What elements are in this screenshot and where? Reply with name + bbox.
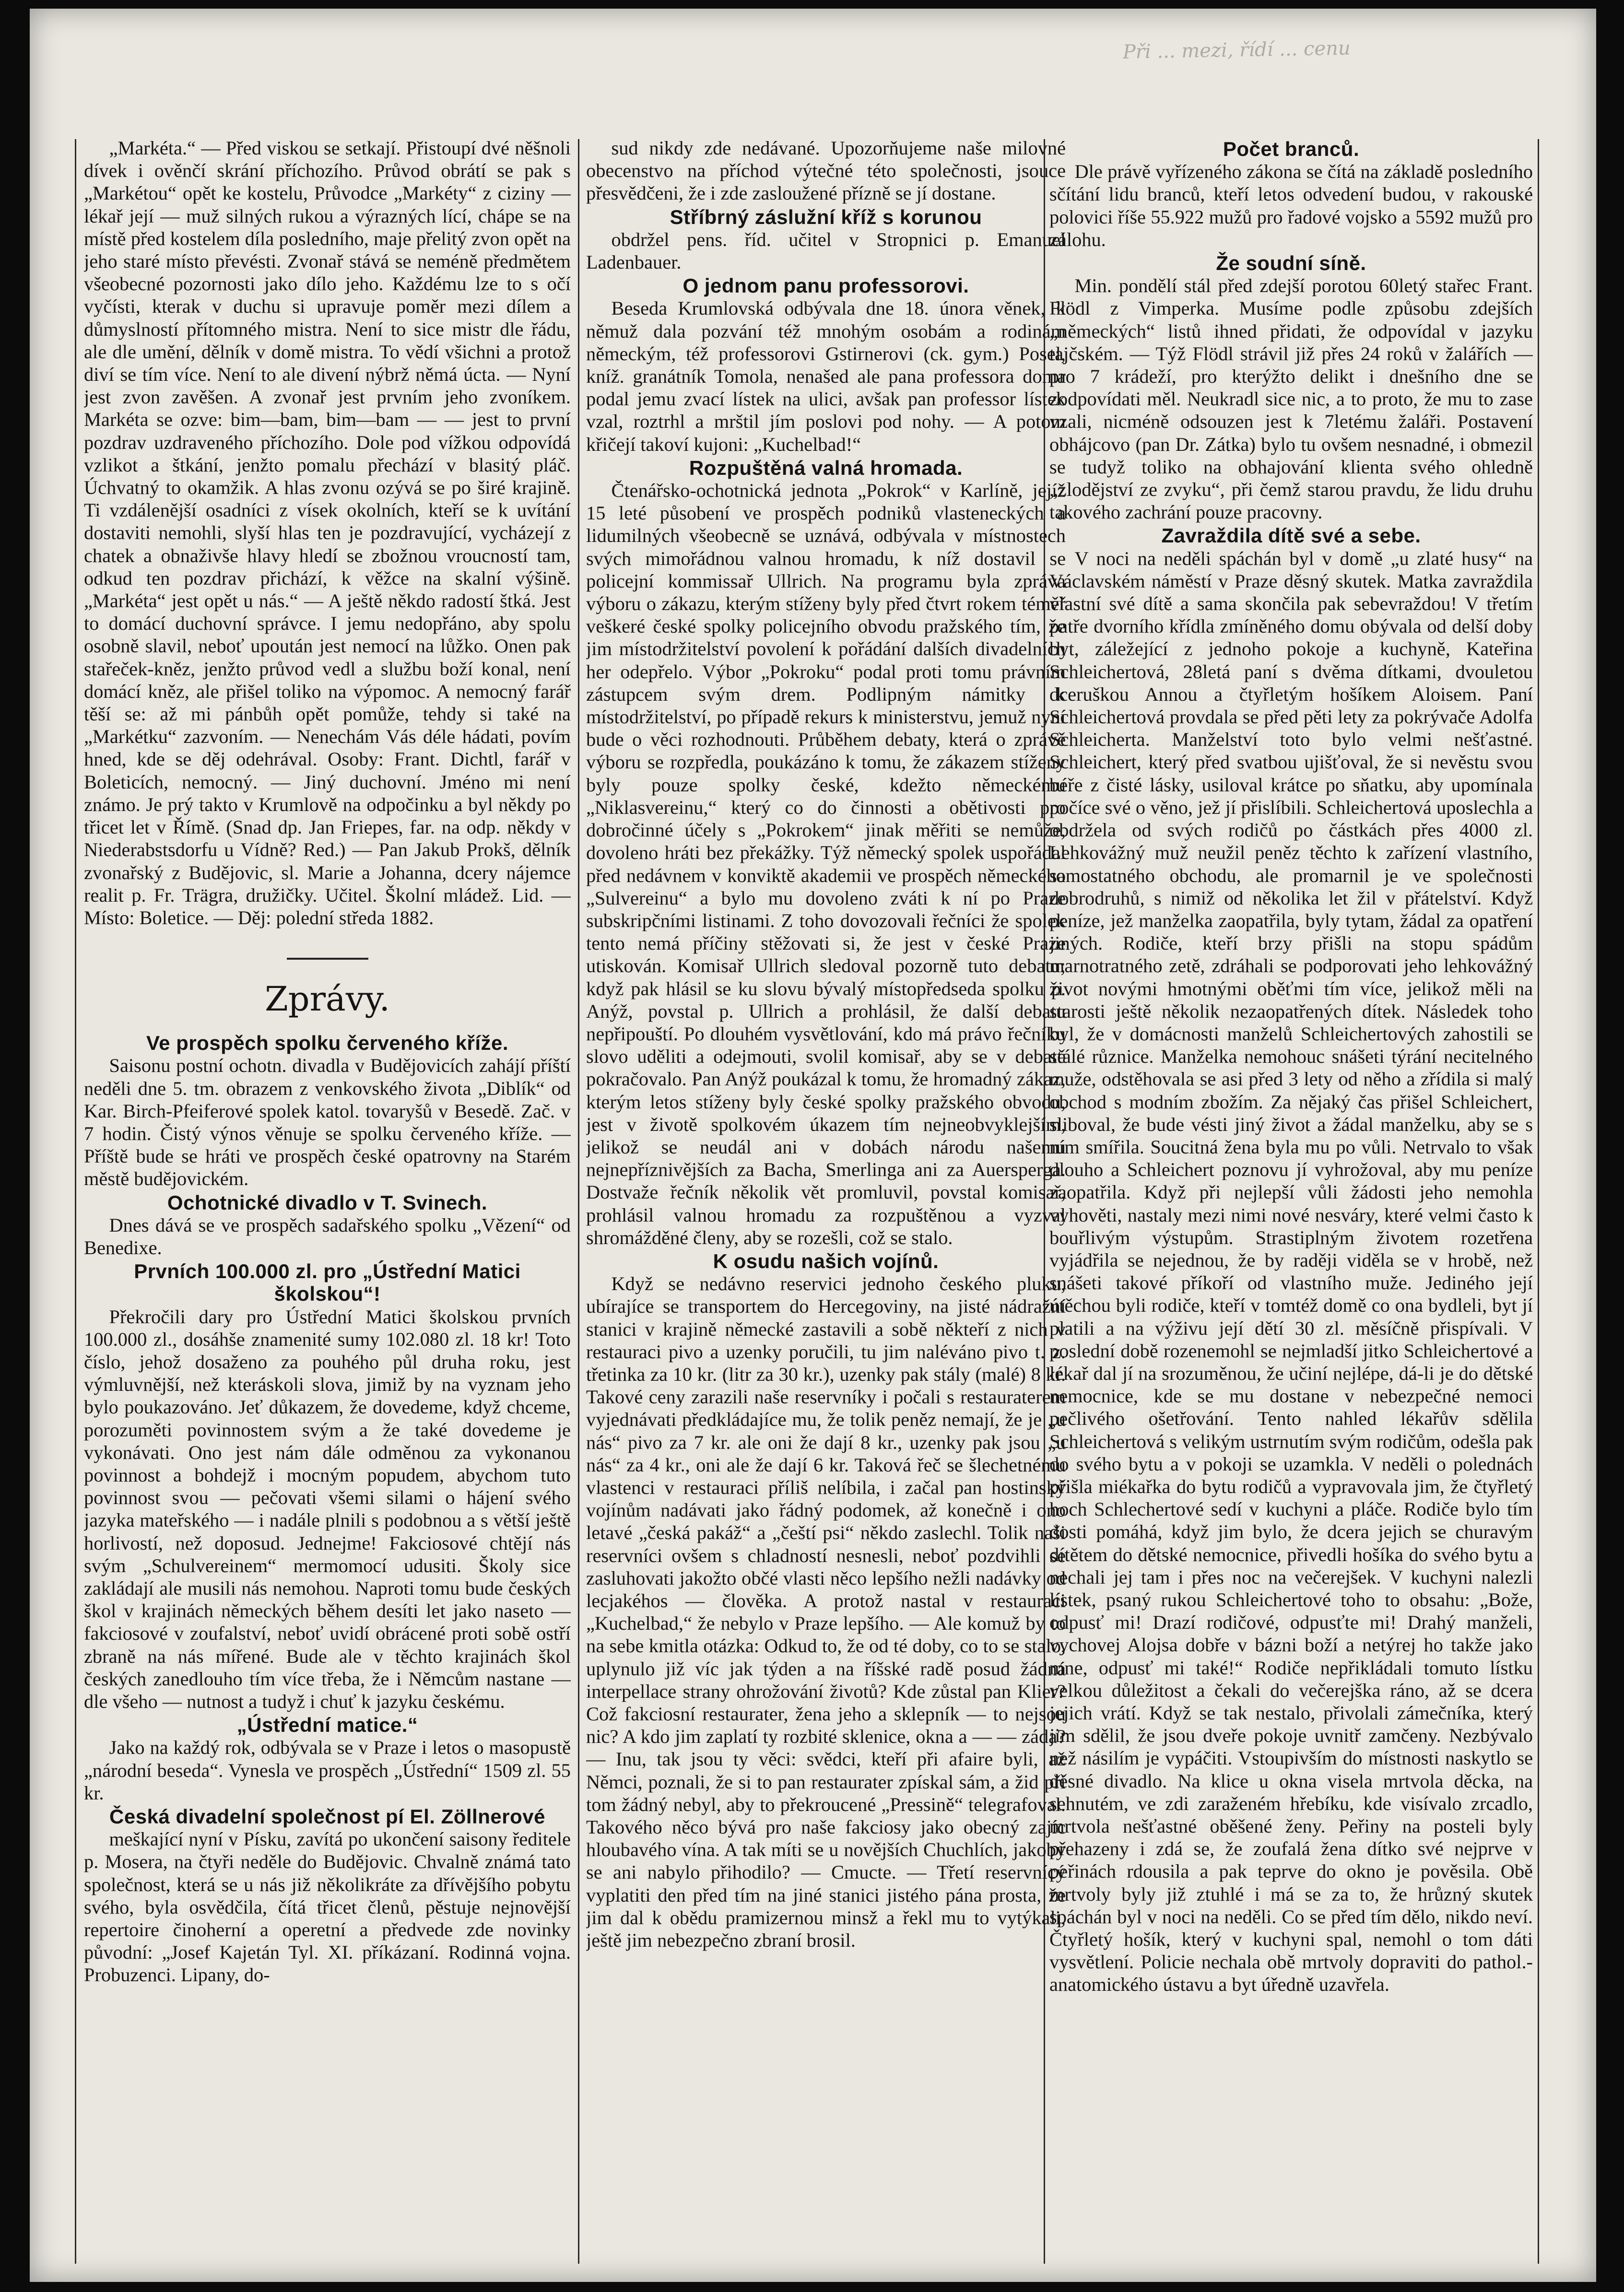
news-heading-svinech: Ochotnické divadlo v T. Svinech.	[167, 1191, 488, 1214]
section-title: Zprávy.	[265, 979, 390, 1019]
news-heading-soldiers: K osudu našich vojínů.	[713, 1249, 939, 1272]
news-silver-cross-text: obdržel pens. říd. učitel v Stropnici p. Emanuel Ladenbauer.	[586, 228, 1066, 273]
column-3	[1049, 137, 1533, 2271]
news-heading-matice-100000: Prvních 100.000 zl. pro „Ústřední Matici školskou“!	[134, 1260, 521, 1305]
news-heading-courtroom: Že soudní síně.	[1216, 252, 1366, 275]
column-rule-right	[1538, 139, 1539, 2264]
column-rule-left	[75, 139, 76, 2264]
news-murder-text: V noci na neděli spáchán byl v domě „u zlaté husy“ na Václavském náměstí v Praze děsný skutek. Matka zavraždila vlastní své dítě a sama skončila pak sebevraždou! V třetím patře dvorního křídla zmíněného domu obývala od delší doby byt, záležející z jednoho pokoje a kuchyně, Kateřina Schleichertová, 28letá paní s dvěma dítkami, dvouletou dceruškou Annou a čtyřletým hošíkem Aloisem. Paní Schleichertová provdala se před pěti lety za pokrývače Adolfa Schleicherta. Manželství toto bylo velmi nešťastné. Schleichert, který před svatbou ujišťoval, že si nevěstu svou béře z čisté lásky, usiloval krátce po sňatku, aby upomínala počíce své o věno, jež jí přislíbili. Schleichertová uposlechla a obdržela od svých rodičů po částkách přes 4000 zl. Lehkovážný muž neužil peněz těchto k zařízení vlastního, samostatného obchodu, ale promarnil je ve společnosti dobrodruhů, s nimiž od několika let žil v přátelství. Když peníze, jež manželka zaopatřila, byly tytam, žádal za opatření jiných. Rodiče, kteří brzy přišli na stopu spádům marnotratného zetě, zdráhali se podporovati jeho lehkovážný život novými hmotnými oběťmi tím více, jelikož měli na starosti ještě několik nezaopatřených dítek. Následek toho byl, že v domácnosti manželů Schleichertových zahostili se stálé různice. Manželka nemohouc snášeti týrání necitelného muže, odstěhovala se asi před 3 lety od něho a zřídila si malý obchod s modním zbožím. Za nějaký čas přišel Schleichert, sliboval, že bude vésti jiný život a žádal manželku, aby se s ním smířila. Soucitná žena byla mu po vůli. Netrvalo to však dlouho a Schleichert poznovu jí vyhrožoval, aby mu peníze zaopatřila. Když při nejlepší vůli žádosti jeho nemohla vyhověti, nastaly mezi nimi nové nesváry, které velmi často k bouřlivým výstupům. Strastiplným životem rozetřena vyjádřila se nejednou, že by raději viděla se v hrobě, než snášeti takové příkoří od vlastního muže. Jediného její útěchou byli rodiče, kteří v tomtéž domě co ona bydleli, byt jí platili a na výživu její dětí 30 zl. měsíčně přispívali. V poslední době rozenemohl se nejmladší jitko Schleichertové a lékař dal jí na srozuměnou, že učiní nejlépe, dá-li je do dětské nemocnice, kde se mu dostane v nebezpečné nemoci pečlivého ošetřování. Tento nahled lékařův sdělila Schleichertová s velikým ustrnutím svým rodičům, odešla pak do svého bytu a v pokoji se uzamkla. V neděli o polednách přišla miékařka do bytu rodičů a vypravovala jim, že čtyřletý hoch Schlechertové sedí v kuchyni a pláče. Rodiče bylo tím dosti pomáhá, když jim bylo, že dcera jejich se churavým dítětem do dětské nemocnice, přivedli hošíka do svého bytu a nechali jej tam i přes noc na večerejšek. V kuchyni nalezli lístek, psaný rukou Schleichertové toho to obsahu: „Bože, odpusť mi! Drazí rodičové, odpusťte mi! Drahý manželi, vychovej Alojsa dobře v bázni boží a netýrej ho takže jako mne, odpusť mi také!“ Rodiče nepřikládali tomuto lístku velkou důležitost a čekali do večerejška ráno, až se dcera jejich vrátí. Když se tak nestalo, přivolali zámečníka, který jim sdělil, že jsou dveře pokoje uvnitř zamčeny. Nezbývalo než násilím je vypáčiti. Vstoupivším do místnosti naskytlo se děsné divadlo. Na klice u okna visela mrtvola děcka, na sehnutém, ve zdi zaraženém hřebíku, kde visívalo zrcadlo, mrtvola nešťastné oběšené ženy. Peřiny na posteli byly přehazeny i zdá se, že zoufalá žena dítko své nejprve v peřinách rdousila a pak teprve do okno je pověsila. Obě mrtvoly byly již ztuhlé i má se za to, že hrůzný skutek spáchán byl v noci na neděli. Co se před tím dělo, nikdo neví. Čtyřletý hošík, který v kuchyni spal, nemohl o tom dáti vysvětlení. Policie nechala obě mrtvoly dopraviti do pathol.-anatomického ústavu a byt úředně uzavřela.	[1049, 547, 1533, 1996]
news-ustredni-matice-text: Jako na každý rok, odbývala se v Praze i letos o masopustě „národní beseda“. Vynesla ve prospěch „Ústřední“ 1509 zl. 55 kr.	[84, 1737, 571, 1804]
news-heading-professor: O jednom panu professorovi.	[683, 274, 969, 297]
column-2	[586, 137, 1066, 2271]
news-heading-recruits: Počet branců.	[1223, 138, 1360, 160]
news-courtroom-text: Min. pondělí stál před zdejší porotou 60letý stařec Frant. Flödl z Vimperka. Musíme podle způsobu zdejších „německých“ listů ihned přidati, že odpovídal v jazyku tajčském. — Týž Flödl strávil již přes 24 roků v žalářích — pro 7 krádeží, pro kterýžto delikt i dnešního dne se zodpovídati měl. Neukradl sice nic, a to proto, že mu to zase vzali, nicméně odsouzen jest k 7letému žaláři. Postavení obhájcovo (pan Dr. Zátka) bylo tu ovšem nesnadné, i obmezil se tudyž toliko na obhajování klienta svého ohledně „zlodějství ze zvyku“, při čemž starou pravdu, že lidu druhu takového zachrání pouze pracovny.	[1049, 275, 1533, 523]
news-recruits-text: Dle právě vyřízeného zákona se čítá na základě posledního sčítání lidu branců, kteří letos odvedení budou, v rakouské polovici říše 55.922 mužů pro řadové vojsko a 5592 mužů pro zálohu.	[1049, 161, 1533, 250]
column-rule-1	[578, 139, 579, 2264]
news-heading-silver-cross: Stříbrný záslužní kříž s korunou	[670, 205, 982, 228]
section-separator	[287, 958, 368, 960]
news-heading-dissolved-assembly: Rozpuštěná valná hromada.	[689, 456, 963, 479]
news-theatre-company-text: meškající nyní v Písku, zavítá po ukončení saisony ředitele p. Mosera, na čtyři neděle do Budějovic. Chvalně známá tato společnost, která se u nás již několikráte za dřívějšího pobytu svého, byla osvědčila, čítá třicet členů, pěstuje nejnovější repertoire činoherní a operetní a předvede zde novinky původní: „Josef Kajetán Tyl. XI. příkázaní. Rodinná vojna. Probuzenci. Lipany, do-	[84, 1828, 571, 1986]
news-red-cross-text: Saisonu postní ochotn. divadla v Budějovicích zahájí příští neděli dne 5. tm. obrazem z venkovského života „Diblík“ od Kar. Birch-Pfeiferové spolek katol. tovaryšů v Besedě. Zač. v 7 hodin. Čistý výnos věnuje se spolku červeného kříže. — Příště bude se hráti ve prospěch české opatrovny na Starém městě budějovickém.	[84, 1055, 571, 1190]
column-1	[84, 137, 571, 2271]
news-heading-murder: Zavraždila dítě své a sebe.	[1161, 524, 1421, 547]
news-soldiers-text: Když se nedávno reservici jednoho českého pluku, ubírajíce se transportem do Hercegoviny, na jisté nádražní stanici v krajině německé zastavili a sobě někteří z nich v restauraci pivo a uzenky poručili, tu jim naléváno pivo t. z. třetinka za 10 kr. (litr za 30 kr.), uzenky pak stály (malé) 8 kr. Takové ceny zarazili naše reservníky i počali s restauraterem vyjednávati předkládajíce mu, že tolik peněz nemají, že je „u nás“ pivo za 7 kr. ale oni že dají 8 kr., uzenky pak jsou „u nás“ za 4 kr., oni ale že dají 6 kr. Taková řeč se šlechetnému vlastenci v restauraci příliš nelíbila, i začal pan hostinský vojínům nadávati jako řádný podomek, až konečně i ono letavé „česká pakáž“ a „čeští psi“ někdo zaslechl. Tolik naši reservníci ovšem s chladností nesnesli, neboť pozdvihli se zasluhovati jakožto občé vlasti něco lepšího nežli nadávky od lecjakéhos — člověka. A protož nastal v restauraci „Kuchelbad,“ že nebylo v Praze lepšího. — Ale komuž by to na sebe kmitla otázka: Odkud to, že od té doby, co to se stalo, uplynulo již víc jak týden a na říšské radě posud žádná interpellace strany ohrožování životů? Kde zůstal pan Klier? Což fakciosní restaurater, žena jeho a sklepník — to nejsou nic? A kdo jim zaplatí ty rozbité sklenice, okna a — — záda? — Inu, tak jsou ty věci: svědci, kteří při afaire byli, až Němci, poznali, že si to pan restaurater zpískal sám, a žid při tom žádný nebyl, aby to překroucené „Pressině“ telegrafoval. Takového něco bývá pro naše fakciosy jako obecný zajíc hloubavého vína. A tak míti se u novějších Chuchlích, jakoby se ani nabylo přihodilo? — Cmucte. — Třetí reservnícý vyplatiti den před tím na jiné stanici jistého pána prosta, že jim dal k obědu pramizernou minsž a řekl mu to vytýkali, ještě jim nebezpečno zbraní brosil.	[586, 1273, 1066, 1951]
news-heading-red-cross: Ve prospěch spolku červeného kříže.	[146, 1032, 509, 1055]
bleed-through-text: Při ... mezi, řídí ... cenu	[1122, 37, 1351, 63]
news-dissolved-assembly-text: Čtenářsko-ochotnická jednota „Pokrok“ v Karlíně, jejíž 15 leté působení ve prospěch podniků vlasteneckých a lidumilných všeobecně se uznává, odbývala v místnostech svých mimořádnou valnou hromadu, k níž dostavil se policejní kommissař Ullrich. Na programu byla zpráva výboru o zákazu, kterým stíženy byly před čtvrt rokem téměř veškeré české spolky policejního obvodu pražského tím, že jim místodržitelství povolení k pořádání dalších divadelních her odepřelo. Výbor „Pokroku“ podal proti tomu právním zástupcem svým drem. Podlipným námitky k místodržitelství, po případě rekurs k ministerstvu, jemuž nyní bude o věci rozhodnouti. Průběhem debaty, která o zprávě výboru se rozpředla, poukázáno k tomu, že zákazem stíženy byly pouze spolky české, kdežto německému „Niklasvereinu,“ který co do činnosti a obětivosti pro dobročinné účely s „Pokrokem“ jinak měřiti se nemůže, dovoleno hráti bez překážky. Týž německý spolek uspořádal před nedávnem v konviktě akademii ve prospěch německého „Sulvereinu“ a bylo mu dovoleno zváti k ní po Praze subskripčními listinami. Z toho dovozovali řečníci že spolek tento nemá příčiny stěžovati si, že jest v české Praze utiskován. Komisař Ullrich sledoval pozorně tuto debatu; když pak hlásil se ku slovu bývalý místopředseda spolku p. Anýž, povstal p. Ullrich a prohlásil, že další debatu nepřipouští. Po dlouhém vysvětlování, kdo má právo řečníku slovo uděliti a odejmouti, svolil komisař, aby se v debatě pokračovalo. Pan Anýž poukázal k tomu, že hromadný zákaz, kterým letos stíženy byly české spolky pražského obvodu, jest v životě spolkovém úkazem tím nejneobvyklejším, jelikož se neudál ani v dobách národu našemu nejnepříznivějších za Bacha, Smerlinga ani za Auersperga. Dostvaže řečník několik vět promluvil, povstal komisař, prohlásil valnou hromadu za rozpuštěnou a vyzval shromážděné členy, aby se rozešli, což se stalo.	[586, 480, 1066, 1248]
news-matice-100000-text: Překročili dary pro Ústřední Matici školskou prvních 100.000 zl., dosáhše znamenité sumy 102.080 zl. 18 kr! Toto číslo, jehož dosaženo za pouhého půl druha roku, jest výmluvnější, než kteráskoli slova, jimiž by na vyznam jeho bylo poukazováno. Jeť důkazem, že dovedeme, když chceme, porozuměti povinnostem svým a že také dovedeme je vykonávati. Ono jest nám dále odměnou za vykonanou povinnost a bohdejž i mocným popudem, abychom tuto povinnost svou — pečovati všemi silami o hájení svého jazyka mateřského — i nadále plnili s podobnou a s větší ještě horlivostí, než doposud. Jednejme! Fakciosové chtějí nás svým „Schulvereinem“ mermomocí udusiti. Školy sice zakládají ale musili nás nemohou. Naproti tomu bude českých škol v krajinách německých během desíti let jako naseto — fakciosové v zoufalství, neboť uvidí obrácené proti sobě ostří zbraně na nás mířené. Bude ale v těchto krajinách škol českých zanedlouho tím více třeba, že i Němcům nastane — dle všeho — nutnost a tudyž i chuť k jazyku českému.	[84, 1305, 571, 1712]
news-heading-ustredni-matice: „Ústřední matice.“	[236, 1714, 418, 1737]
article-marketa-paragraph: „Markéta.“ — Před viskou se setkají. Přistoupí dvé něšnoli dívek i ověnčí skrání příchozího. Průvod obrátí se pak s „Markétou“ opět ke kostelu, Průvodce „Markéty“ z ciziny — lékař její — muž silných rukou a výrazných lící, chápe se na místě před kostelem díla posledního, maje přelitý zvon opět na jeho staré místo převésti. Zvonař stává se neméně předmětem všeobecné pozornosti jako dílo jeho. Každému lze to s očí vyčísti, kterak v duchu si upravuje poměr mezi dílem a důmyslností přítomného mistra. Není to sice mistr dle řádu, ale dle umění, dělník v domě mistra. To vědí všichni a protož diví se tím více. Není to ale divení nýbrž němá úcta. — Nyní jest zvon zavěšen. A zvonař jest prvním jeho zvoníkem. Markéta se ozve: bim—bam, bim—bam — — jest to první pozdrav uzdraveného příchozího. Dole pod vížkou odpovídá vzlikot a štkání, jenžto pomalu přechází v blasitý pláč. Úchvatný to okamžik. A hlas zvonu ozývá se po širé krajině. Ti vzdálenější osadníci z vísek okolních, kteří se k uvítání dostaviti nemohli, slyší hlas ten je pozdravující, vycházejí z chatek a obnaživše hlavy hledí se zbožnou vroucností tam, odkud ten pozdrav přichází, k věžce na skalní výšině. „Markéta“ jest opět u nás.“ — A ještě někdo radostí štká. Jest to domácí duchovní správce. I jemu nedopřáno, aby spolu osobně slavil, neboť upoután jest nemocí na lůžko. Onen pak stařeček-kněz, jenžto průvod vedl a službu boží konal, není domácí kněz, ale přišel toliko na výpomoc. A nemocný farář těší se: až mi pánbůh opět pomůže, tehdy si také na „Markétku“ zazvoním. — Nenechám Vás déle hádati, povím hned, kde se děj odehrával. Osoby: Frant. Dichtl, farář v Boleticích, nemocný. — Jiný duchovní. Jméno mi není známo. Je prý takto v Krumlově na odpočinku a byl někdy po třicet let v Římě. (Snad dp. Jan Friepes, far. na odp. někdy v Niederabstsdorfu u Vídně? Red.) — Pan Jakub Prokš, dělník zvonařský z Budějovic, sl. Marie a Johanna, dcery nájemce realit p. Fr. Trägra, družičky. Učitel. Školní mládež. Lid. — Místo: Boletice. — Děj: polední středa 1882.	[84, 137, 571, 929]
news-svinech-text: Dnes dává se ve prospěch sadařského spolku „Vězení“ od Benedixe.	[84, 1214, 571, 1258]
news-heading-theatre-company: Česká divadelní společnost pí El. Zöllnerové	[109, 1805, 545, 1828]
news-theatre-continued: sud nikdy zde nedávané. Upozorňujeme naše milovné obecenstvo na příchod výtečné této společnosti, jsouce přesvědčeni, že i zde zasloužené přízně se jí dostane.	[586, 137, 1066, 204]
news-professor-text: Beseda Krumlovská odbývala dne 18. února věnek, k němuž dala pozvání též mnohým osobám a rodinám německým, též professorovi Gstirnerovi (ck. gym.) Posel, kníž. granátník Tomola, nenašed ale pana professora doma podal jemu zvací lístek na ulici, avšak pan professor lístek vzal, roztrhl a mrštil jím poslovi pod nohy. — A potom křičejí takoví kujoni: „Kuchelbad!“	[586, 297, 1066, 455]
